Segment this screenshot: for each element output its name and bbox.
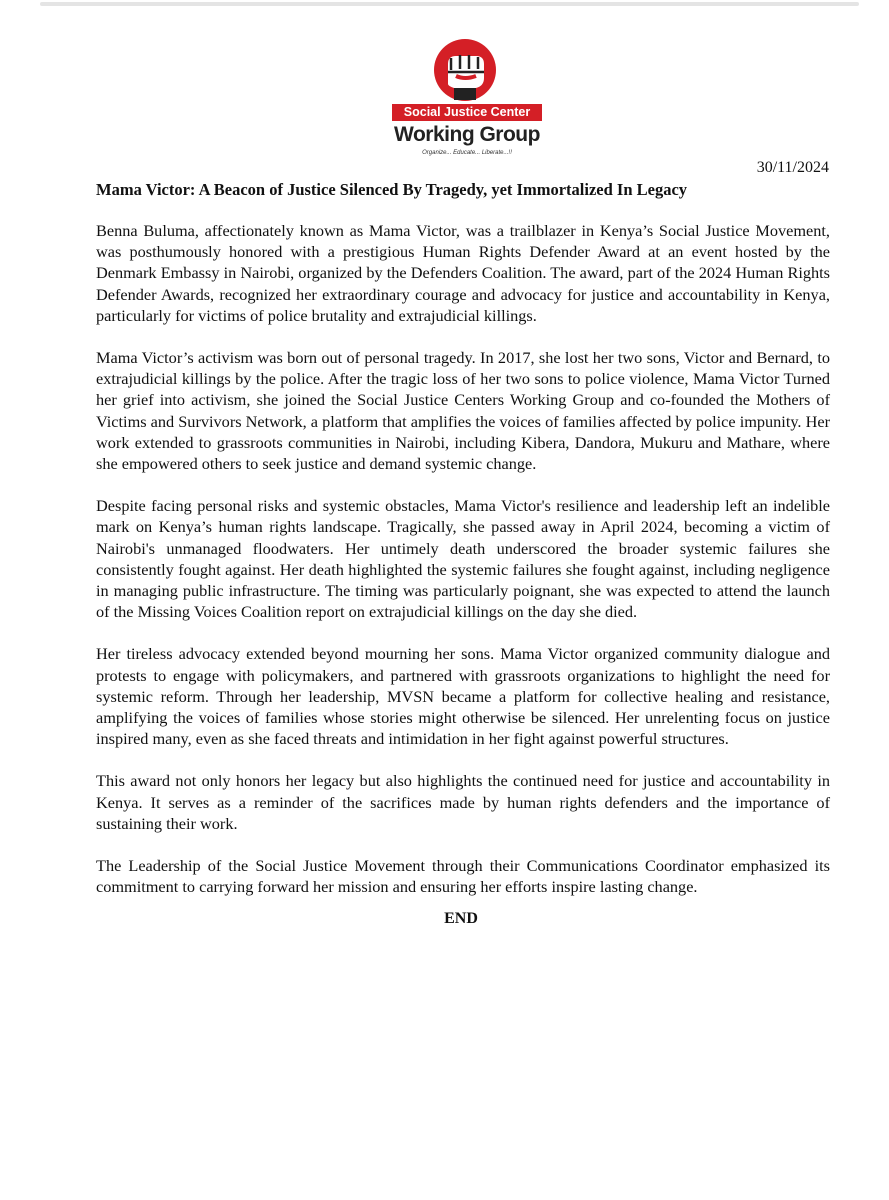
end-marker: END xyxy=(444,910,478,928)
paragraph-3: Despite facing personal risks and systemic obstacles, Mama Victor's resilience and leadership left an indelible mark on Kenya’s human rights landscape. Tragically, she passed away in April 2024, becoming a victim of Nairobi's unmanaged floodwaters. Her untimely death underscored the broader systemic failures she consistently fought against. Her death highlighted the systemic failures she fought against, including negligence in managing public infrastructure. The timing was particularly poignant, she was expected to attend the launch of the Missing Voices Coalition report on extrajudicial killings on the day she died. xyxy=(96,496,830,622)
org-name: Social Justice Center xyxy=(392,104,542,121)
org-logo xyxy=(392,38,542,166)
top-edge-line xyxy=(40,2,859,6)
org-tagline: Organize... Educate... Liberate...!! xyxy=(422,150,512,156)
article-body xyxy=(96,220,830,929)
raised-fist-icon xyxy=(432,38,498,102)
paragraph-6: The Leadership of the Social Justice Movement through their Communications Coordinator emphasized its commitment to carrying forward her mission and ensuring her efforts inspire lasting change. xyxy=(96,856,830,897)
document-date: 30/11/2024 xyxy=(756,159,829,176)
paragraph-2: Mama Victor’s activism was born out of personal tragedy. In 2017, she lost her two sons, Victor and Bernard, to extrajudicial killings by the police. After the tragic loss of her two sons to police violence, Mama Victor Turned her grief into activism, she joined the Social Justice Centers Working Group and co-founded the Mothers of Victims and Survivors Network, a platform that amplifies the voices of families affected by police impunity. Her work extended to grassroots communities in Nairobi, including Kibera, Dandora, Mukuru and Mathare, where she empowered others to seek justice and demand systemic change. xyxy=(96,348,830,474)
article-title: Mama Victor: A Beacon of Justice Silenced By Tragedy, yet Immortalized In Legacy xyxy=(96,180,688,199)
paragraph-1: Benna Buluma, affectionately known as Mama Victor, was a trailblazer in Kenya’s Social Justice Movement, was posthumously honored with a prestigious Human Rights Defender Award at an event hosted by the Denmark Embassy in Nairobi, organized by the Defenders Coalition. The award, part of the 2024 Human Rights Defender Awards, recognized her extraordinary courage and advocacy for justice and accountability in Kenya, particularly for victims of police brutality and extrajudicial killings. xyxy=(96,221,830,325)
org-group-name: Working Group xyxy=(394,123,540,146)
paragraph-4: Her tireless advocacy extended beyond mourning her sons. Mama Victor organized community dialogue and protests to engage with policymakers, and partnered with grassroots organizations to highlight the need for systemic reform. Through her leadership, MVSN became a platform for collective healing and resistance, amplifying the voices of families whose stories might otherwise be silenced. Her unrelenting focus on justice inspired many, even as she faced threats and intimidation in her fight against powerful structures. xyxy=(96,644,830,749)
paragraph-5: This award not only honors her legacy but also highlights the continued need for justice and accountability in Kenya. It serves as a reminder of the sacrifices made by human rights defenders and the importance of sustaining their work. xyxy=(96,771,830,833)
